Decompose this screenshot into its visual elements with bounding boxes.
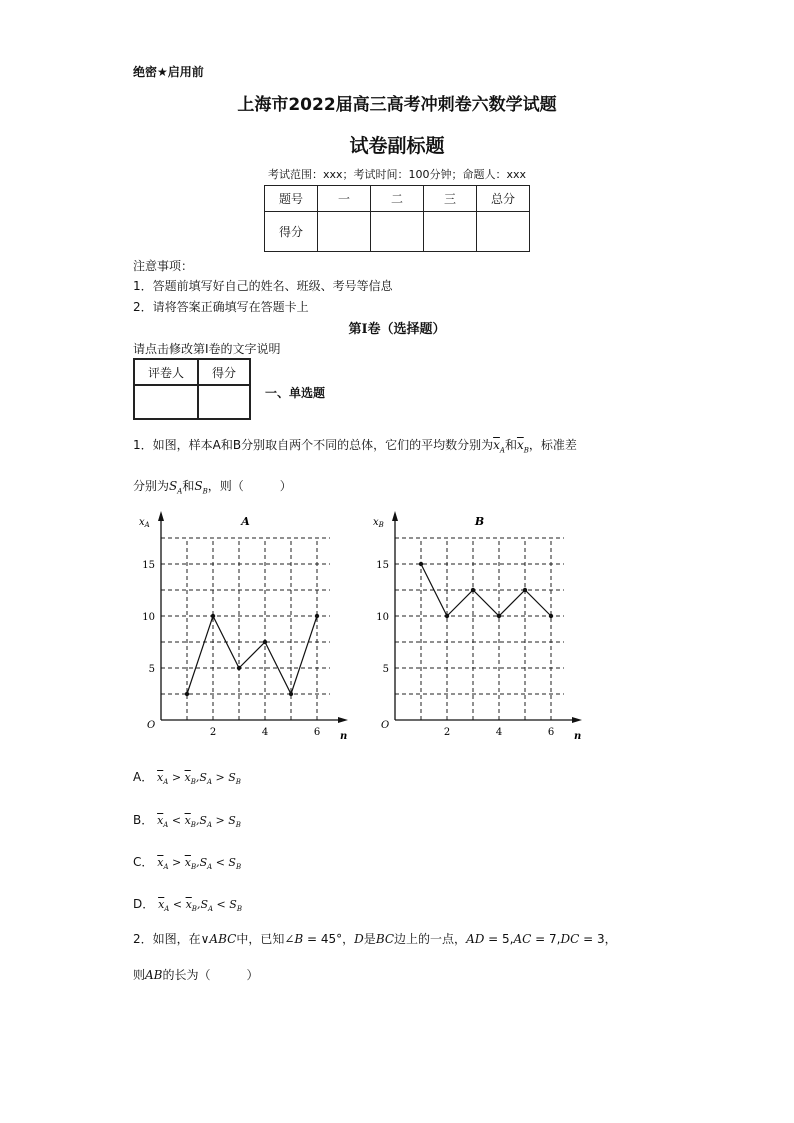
grader-cell bbox=[134, 385, 198, 419]
chart-title: B bbox=[474, 515, 485, 528]
data-point bbox=[289, 692, 293, 696]
score-table-header-cell: 题号 bbox=[265, 186, 318, 212]
x-tick-label: 4 bbox=[261, 727, 269, 738]
notes-heading: 注意事项： bbox=[133, 259, 194, 273]
score-table-header-cell: 三 bbox=[424, 186, 477, 212]
data-point bbox=[471, 588, 475, 592]
y-axis-label: $x_B$ bbox=[373, 517, 384, 529]
data-point bbox=[497, 614, 501, 618]
section-title: 第I卷（选择题） bbox=[348, 322, 446, 337]
x-axis-label: n bbox=[340, 731, 348, 742]
and-text: 和 bbox=[504, 438, 517, 452]
option-d-label: D． bbox=[133, 897, 155, 911]
score-cell bbox=[318, 212, 371, 252]
option-a[interactable]: A． $\overline{x}_A > \overline{x}_B,S_A > S_B$ bbox=[133, 770, 241, 787]
data-point bbox=[237, 666, 241, 670]
question-2-text: ， bbox=[604, 932, 617, 946]
question-2-text: 中，已知 bbox=[236, 932, 285, 946]
data-point bbox=[549, 614, 553, 618]
exam-subtitle: 试卷副标题 bbox=[349, 135, 445, 157]
question-2-text: 边上的一点， bbox=[394, 932, 467, 946]
option-c-label: C． bbox=[133, 855, 154, 869]
question-1-line-1: 1．如图，样本A和B分别取自两个不同的总体，它们的平均数分别为$\overline{x}_A$和$\overline{x}_B$，标准差 bbox=[133, 438, 577, 455]
data-point bbox=[315, 614, 319, 618]
data-point bbox=[419, 562, 423, 566]
exam-title: 上海市2022届高三高考冲刺卷六数学试题 bbox=[237, 95, 557, 115]
option-d[interactable]: D． $\overline{x}_A < \overline{x}_B,S_A < S_B$ bbox=[133, 897, 242, 914]
score-table-header-cell: 二 bbox=[371, 186, 424, 212]
question-1-text: 1．如图，样本A和B分别取自两个不同的总体，它们的平均数分别为 bbox=[133, 438, 494, 452]
y-axis-arrow bbox=[392, 511, 398, 521]
question-1-line-2: 分别为$S_A$和$S_B$，则（ ） bbox=[133, 479, 292, 496]
score-table-header-cell: 总分 bbox=[477, 186, 530, 212]
secret-label: 绝密★启用前 bbox=[133, 65, 204, 79]
score-cell bbox=[371, 212, 424, 252]
y-tick-label: 10 bbox=[142, 612, 155, 623]
x-axis-arrow bbox=[572, 717, 582, 723]
x-axis-arrow bbox=[338, 717, 348, 723]
chart-title: A bbox=[241, 515, 250, 528]
question-2-text: 2．如图，在 bbox=[133, 932, 201, 946]
option-a-label: A． bbox=[133, 770, 154, 784]
y-tick-label: 15 bbox=[376, 560, 389, 571]
x-tick-label: 2 bbox=[209, 727, 217, 738]
option-b[interactable]: B． $\overline{x}_A < \overline{x}_B,S_A > S_B$ bbox=[133, 813, 241, 830]
score-cell bbox=[477, 212, 530, 252]
grader-score-label: 得分 bbox=[198, 359, 250, 385]
question-1-paren: ，则（ ） bbox=[207, 479, 292, 493]
origin-label: O bbox=[381, 720, 390, 731]
question-1-text: 分别为 bbox=[133, 479, 170, 493]
score-table-header-cell: 一 bbox=[318, 186, 371, 212]
option-b-label: B． bbox=[133, 813, 154, 827]
x-tick-label: 4 bbox=[495, 727, 503, 738]
score-table bbox=[264, 185, 530, 252]
question-1-text-tail: ，标准差 bbox=[528, 438, 577, 452]
y-tick-label: 5 bbox=[382, 664, 389, 675]
grader-table bbox=[133, 358, 251, 420]
note-item: 2．请将答案正确填写在答题卡上 bbox=[133, 300, 309, 314]
x-tick-label: 6 bbox=[313, 727, 321, 738]
option-c[interactable]: C． $\overline{x}_A > \overline{x}_B,S_A < S_B$ bbox=[133, 855, 242, 872]
question-2-line-1: 2．如图，在∨ABC中，已知∠B = 45°，D是BC边上的一点，AD = 5,AC = 7,DC = 3， bbox=[133, 932, 617, 946]
question-2-text: 则 bbox=[133, 968, 146, 982]
part-title: 一、单选题 bbox=[265, 386, 326, 400]
chart-b bbox=[362, 505, 607, 750]
question-2-text: 是 bbox=[363, 932, 376, 946]
y-tick-label: 15 bbox=[142, 560, 155, 571]
x-axis-label: n bbox=[574, 731, 582, 742]
question-2-text: ， bbox=[342, 932, 355, 946]
y-axis-arrow bbox=[158, 511, 164, 521]
data-point bbox=[263, 640, 267, 644]
note-item: 1．答题前填写好自己的姓名、班级、考号等信息 bbox=[133, 279, 393, 293]
and-text: 和 bbox=[182, 479, 195, 493]
question-2-line-2: 则AB的长为（ ） bbox=[133, 968, 259, 982]
y-tick-label: 10 bbox=[376, 612, 389, 623]
data-point bbox=[185, 692, 189, 696]
section-description: 请点击修改第I卷的文字说明 bbox=[133, 342, 281, 356]
exam-info: 考试范围：xxx；考试时间：100分钟；命题人：xxx bbox=[267, 168, 527, 181]
data-point bbox=[445, 614, 449, 618]
score-label-cell: 得分 bbox=[265, 212, 318, 252]
data-point bbox=[211, 614, 215, 618]
y-axis-label: $x_A$ bbox=[139, 517, 150, 529]
grader-cell bbox=[198, 385, 250, 419]
series-line bbox=[187, 616, 317, 694]
y-tick-label: 5 bbox=[148, 664, 155, 675]
data-point bbox=[523, 588, 527, 592]
origin-label: O bbox=[147, 720, 156, 731]
x-tick-label: 2 bbox=[443, 727, 451, 738]
grader-label: 评卷人 bbox=[134, 359, 198, 385]
x-tick-label: 6 bbox=[547, 727, 555, 738]
question-2-text: 的长为（ ） bbox=[162, 968, 259, 982]
score-cell bbox=[424, 212, 477, 252]
chart-a bbox=[128, 505, 373, 750]
